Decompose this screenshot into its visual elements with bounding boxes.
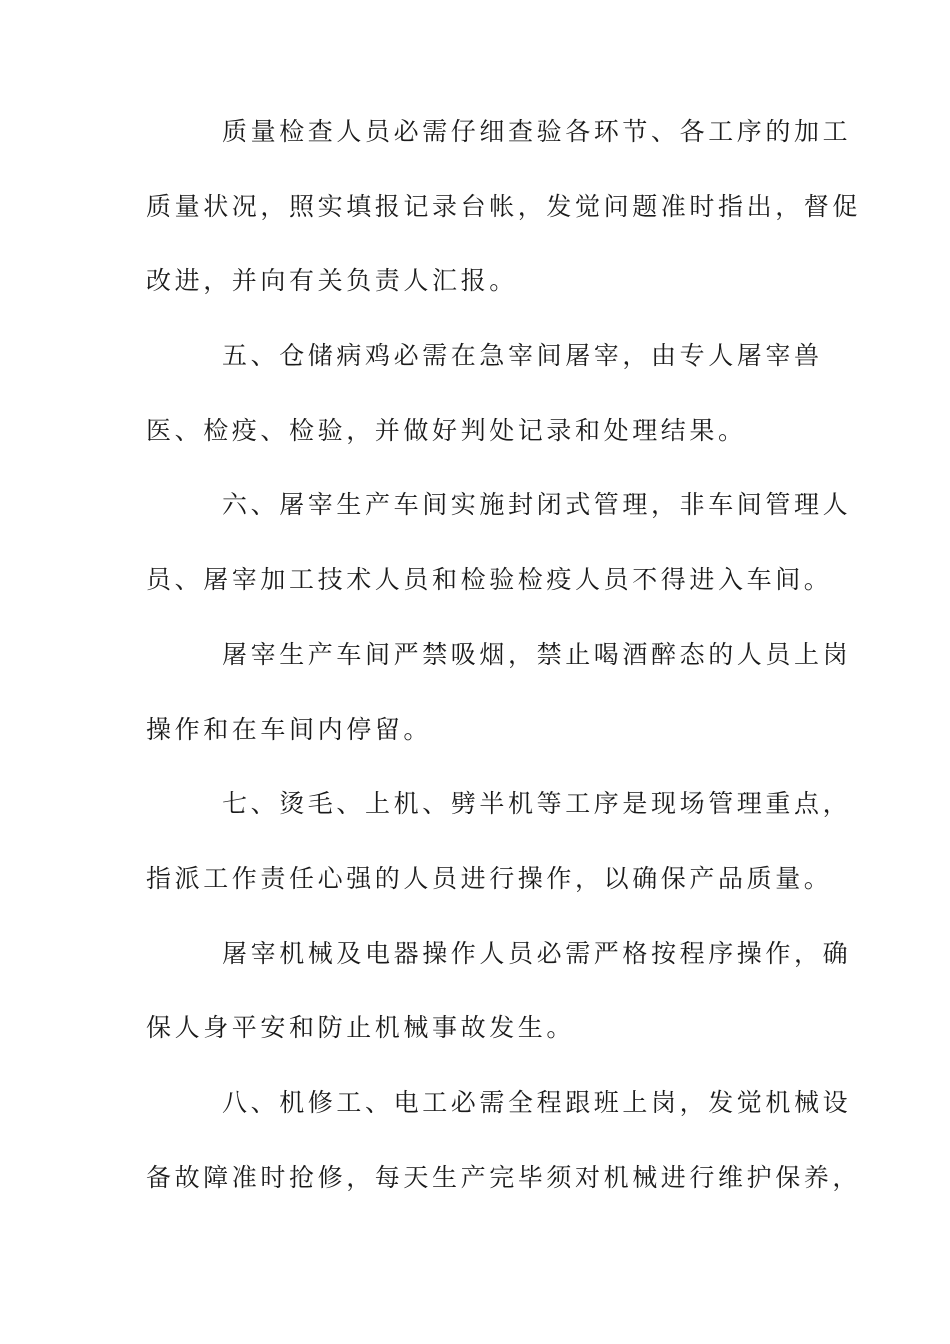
text-line: 保人身平安和防止机械事故发生。: [146, 1013, 576, 1042]
text-line: 操作和在车间内停留。: [146, 715, 433, 744]
text-line: 屠宰生产车间严禁吸烟，禁止喝酒醉态的人员上岗: [222, 640, 852, 669]
text-line: 八、机修工、电工必需全程跟班上岗，发觉机械设: [222, 1088, 852, 1117]
text-line: 七、烫毛、上机、劈半机等工序是现场管理重点，: [222, 789, 852, 818]
text-line: 指派工作责任心强的人员进行操作，以确保产品质量。: [146, 864, 833, 893]
text-line: 备故障准时抢修，每天生产完毕须对机械进行维护保养，: [146, 1163, 862, 1192]
text-line: 屠宰机械及电器操作人员必需严格按程序操作，确: [222, 939, 852, 968]
text-line: 质量检查人员必需仔细查验各环节、各工序的加工: [222, 117, 852, 146]
text-line: 改进，并向有关负责人汇报。: [146, 266, 518, 295]
text-line: 五、仓储病鸡必需在急宰间屠宰，由专人屠宰兽: [222, 341, 823, 370]
text-line: 质量状况，照实填报记录台帐，发觉问题准时指出，督促: [146, 192, 862, 221]
text-line: 员、屠宰加工技术人员和检验检疫人员不得进入车间。: [146, 565, 833, 594]
text-line: 六、屠宰生产车间实施封闭式管理，非车间管理人: [222, 490, 852, 519]
text-line: 医、检疫、检验，并做好判处记录和处理结果。: [146, 416, 747, 445]
